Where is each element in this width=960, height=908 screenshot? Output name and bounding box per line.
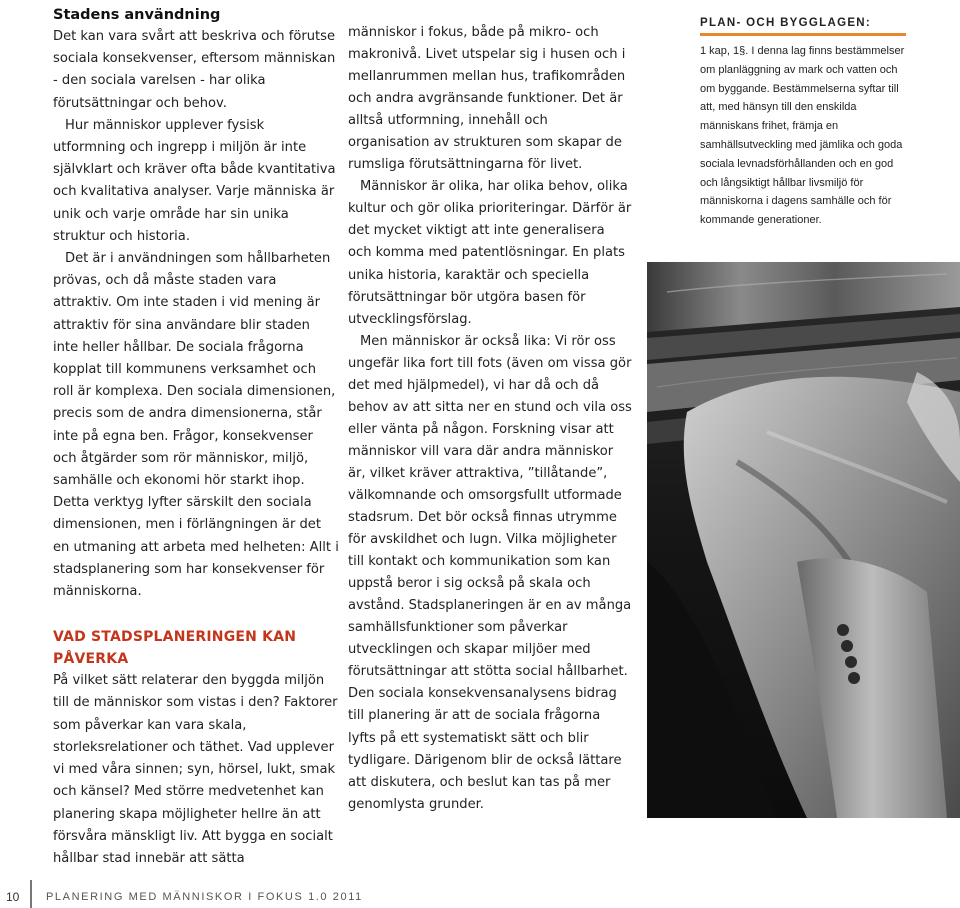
paragraph: Det är i användningen som hållbarheten prövas, och då måste staden vara attraktiv. Om inte staden i vid mening är attraktiv för sina användare blir staden inte heller hållbar. De sociala frågorna kopplat till kommunens verksamhet och roll är komplexa. Den sociala dimensionen, precis som de andra dimensionerna, står inte på egna ben. Frågor, konsekvenser och åtgärder som rör människor, miljö, samhälle och ekonomi hör starkt ihop. Detta verktyg lyfter särskilt den sociala dimensionen, men i förlängningen är det en utmaning att arbeta med helheten: Allt i stadsplanering som har konsekvenser för människorna. [53,251,339,600]
subsection-heading: VAD STADSPLANERINGEN KAN PÅVERKA [53,629,297,668]
paragraph: Det kan vara svårt att beskriva och förutse sociala konsekvenser, eftersom människan - den sociala varelsen - har olika förutsättningar och behov. [53,29,336,111]
sidebar-text: 1 kap, 1§. I denna lag finns bestämmelser om planläggning av mark och vatten och om byggande. Bestämmelserna syftar till att, med hänsyn till den enskilda människans frihet, främja en samhällsutveckling med jämlika och goda sociala levnadsförhållanden och en god och långsiktigt hållbar livsmiljö för människorna i dagens samhälle och för kommande generationer. [700,45,905,227]
middle-column [348,22,632,816]
photo-illustration [647,262,960,818]
sidebar-title: PLAN- OCH BYGGLAGEN: [700,17,906,36]
footer-divider [30,880,32,908]
paragraph: På vilket sätt relaterar den byggda miljön till de människor som vistas i den? Faktorer som påverkar kan vara skala, storleksrelationer och täthet. Vad upplever vi med våra sinnen; syn, hörsel, lukt, smak och känsel? Med större medvetenhet kan planering skapa möjligheter hellre än att försvåra mänskligt liv. Att bygga en socialt hållbar stad innebär att sätta [53,673,338,866]
paragraph: Människor är olika, har olika behov, olika kultur och gör olika prioriteringar. Därför är det mycket viktigt att inte generalisera och komma med patentlösningar. En plats unika historia, karaktär och speciella förutsättningar bör utgöra basen för utvecklingsförslag. [348,179,632,327]
left-body [53,26,339,603]
page-footer [0,880,960,908]
page-number: 10 [6,890,20,904]
law-sidebar [700,17,906,230]
left-column [53,4,339,870]
section-heading: Stadens användning [53,7,221,23]
running-title: PLANERING MED MÄNNISKOR I FOKUS 1.0 2011 [46,891,363,903]
middle-body [348,22,632,816]
paragraph: Men människor är också lika: Vi rör oss ungefär lika fort till fots (även om vissa gör det med hjälpmedel), vi har då och då behov av att sitta ner en stund och vila oss eller vänta på någon. Forskning visar att människor vill vara där andra människor är, vilket kräver attraktiva, ”tillåtande”, välkomnande och omsorgsfullt utformade stadsrum. Det bör också finnas utrymme för avskildhet och lugn. Vilka möjligheter till kontakt och kommunikation som kan uppstå beror i sig också på skala och avstånd. Stadsplaneringen är en av många samhällsfunktioner som påverkar utvecklingen och skapar miljöer med förutsättningar att stötta social hållbarhet. Den sociala konsekvensanalysens bidrag till planering är att de sociala frågorna lyfts på ett systematiskt sätt och blir tydligare. Därigenom blir de också lättare att diskutera, och beslut kan tas på mer genomlysta grunder. [348,333,632,812]
paragraph: Hur människor upplever fysisk utformning och ingrepp i miljön är inte självklart och kräver ofta både kvantitativa och kvalitativa analyser. Varje människa är unik och varje område har sin unika struktur och historia. [53,117,336,244]
left-body-continued [53,670,339,870]
paragraph: människor i fokus, både på mikro- och makronivå. Livet utspelar sig i husen och i mellanrummen mellan hus, trafikområden och andra avgränsande funktioner. Det är alltså utformning, innehåll och organisation av strukturen som skapar de rumsliga förutsättningarna för livet. [348,25,626,173]
bw-photo-man-on-bench [647,262,960,818]
